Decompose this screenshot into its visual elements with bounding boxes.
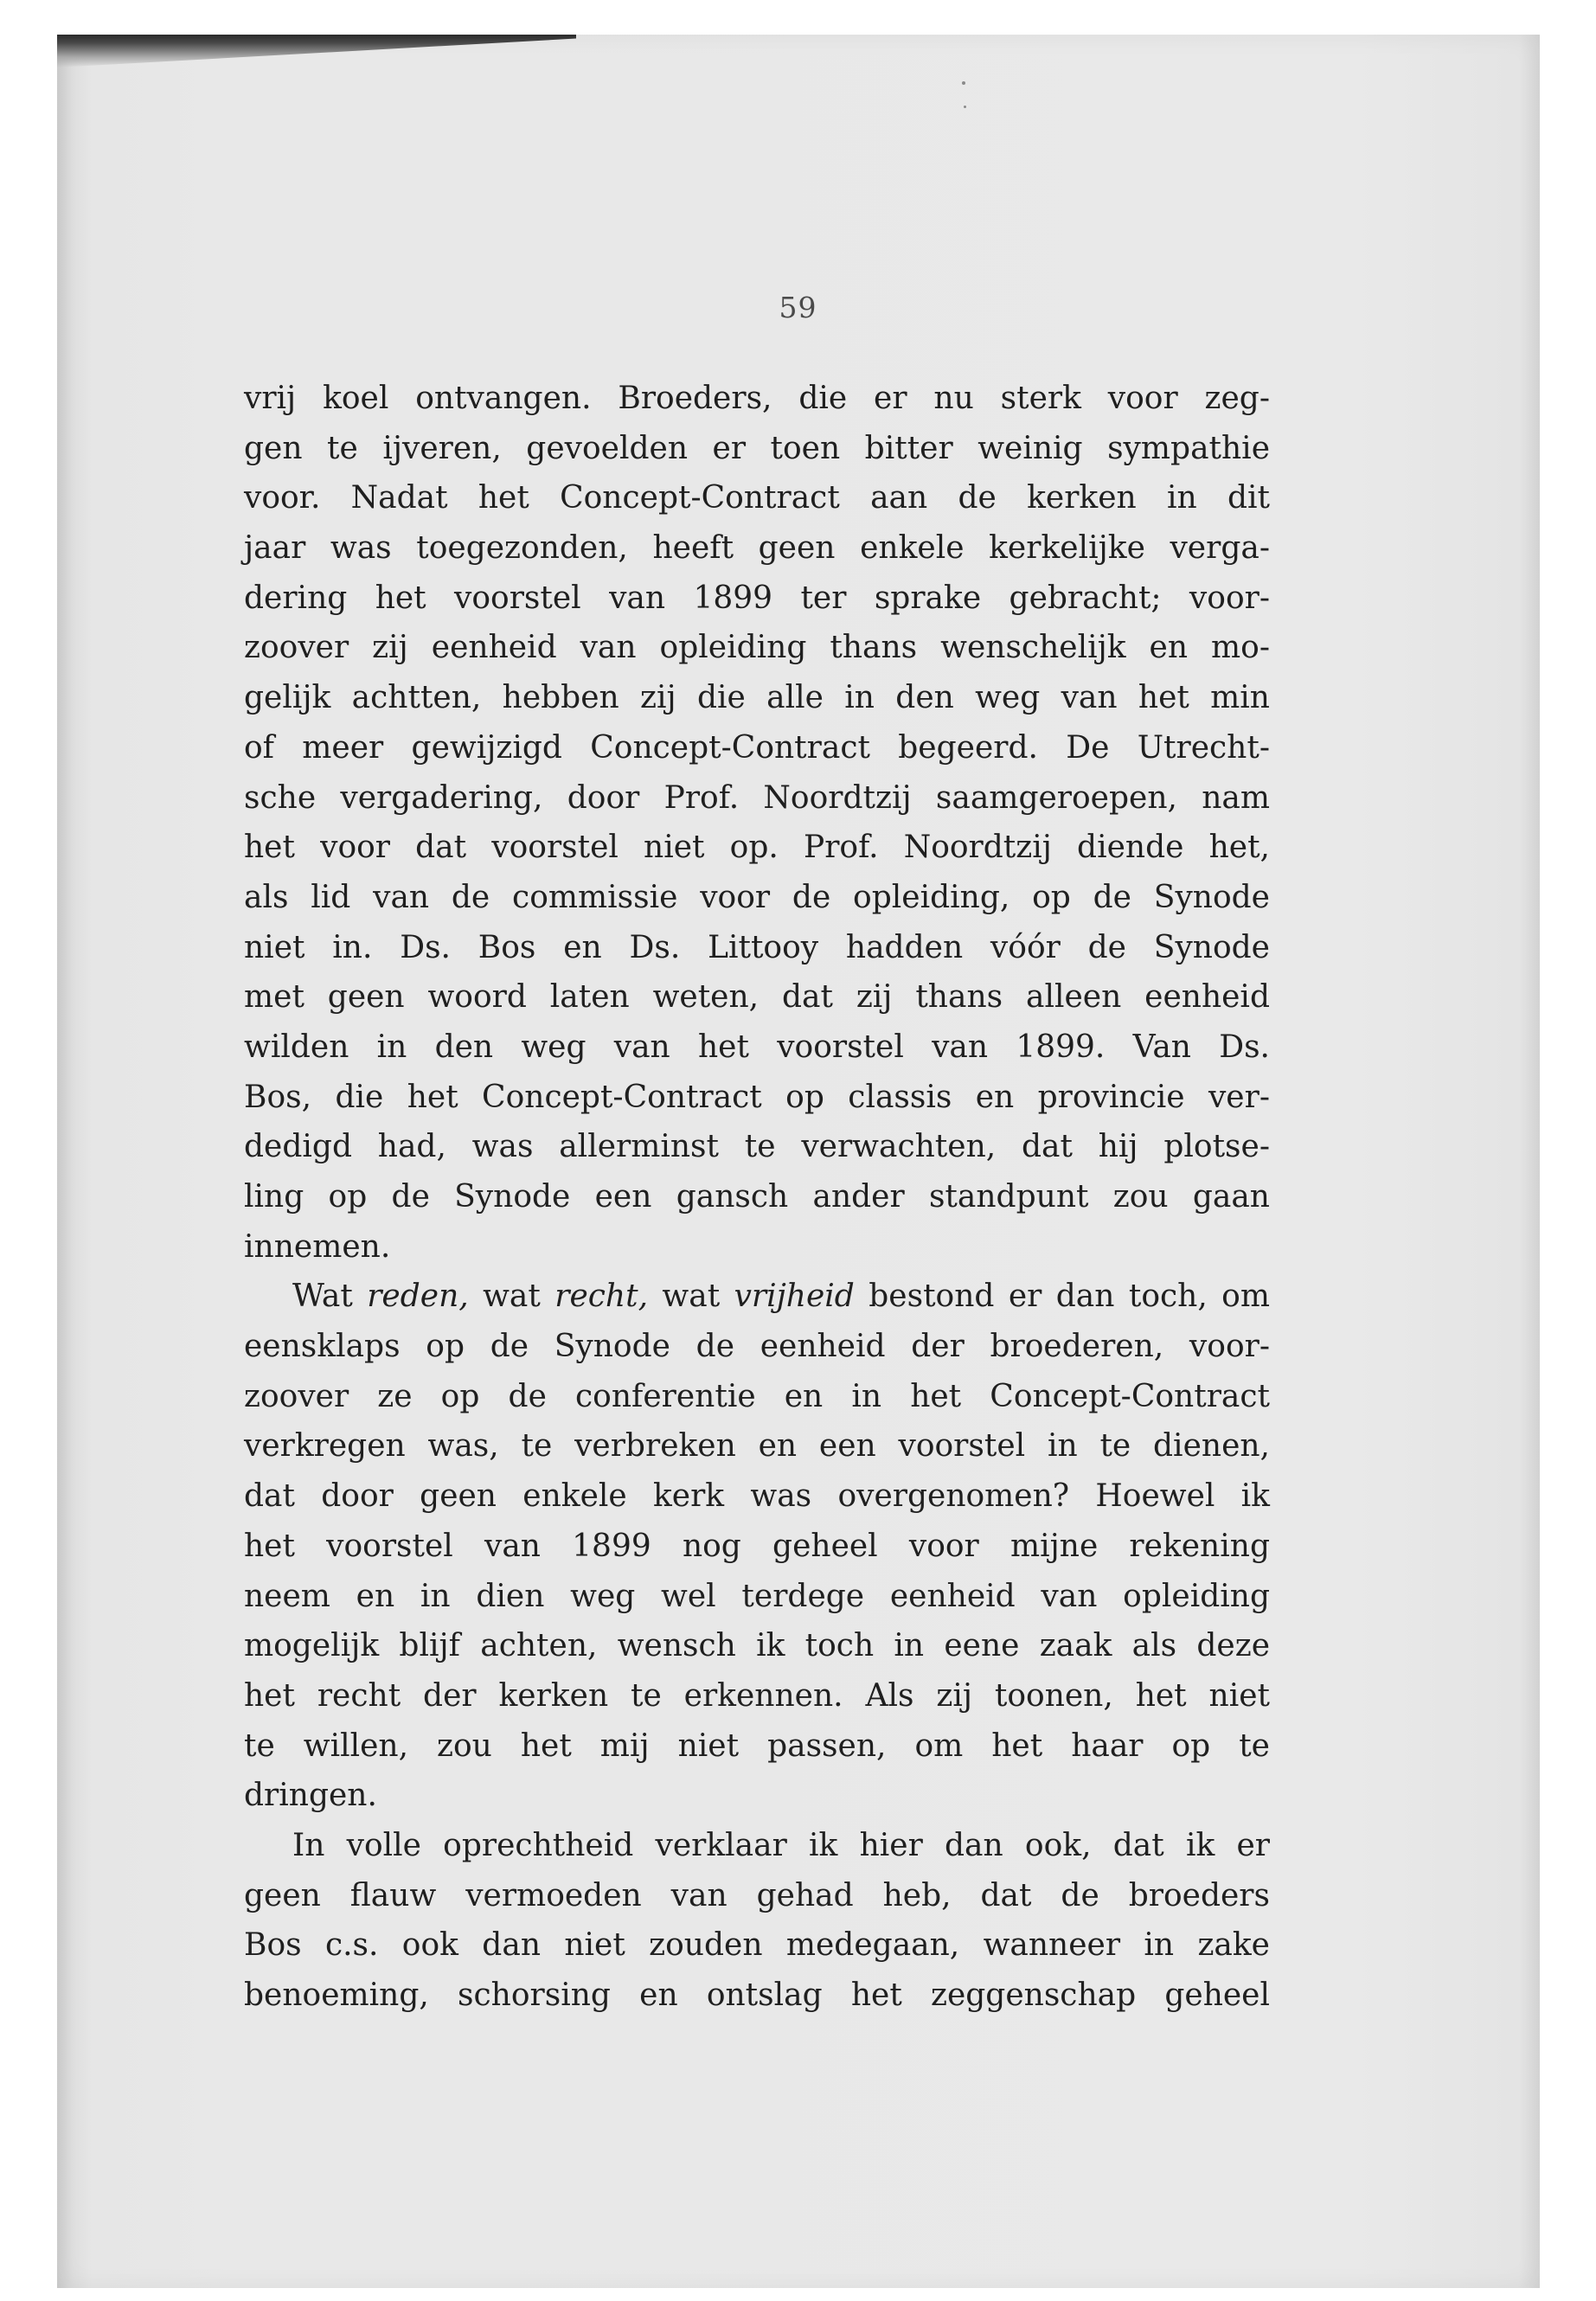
italic-word: recht, <box>554 1279 649 1315</box>
text-line: dering het voorstel van 1899 ter sprake gebracht; voor- <box>244 580 1270 616</box>
italic-word: reden, <box>367 1279 469 1315</box>
text-line: te willen, zou het mij niet passen, om het haar op te <box>244 1727 1270 1764</box>
text-line: het recht der kerken te erkennen. Als zij toonen, het niet <box>244 1677 1270 1714</box>
text-line: het voor dat voorstel niet op. Prof. Noordtzij diende het, <box>244 830 1270 866</box>
text-line: Bos, die het Concept-Contract op classis en provincie ver- <box>244 1079 1270 1115</box>
text-line: dringen. <box>244 1778 377 1814</box>
text-line: niet in. Ds. Bos en Ds. Littooy hadden vóór de Synode <box>244 929 1270 965</box>
text-run: wat <box>468 1279 555 1315</box>
text-line: gelijk achtten, hebben zij die alle in den weg van het min <box>244 680 1270 716</box>
text-line: jaar was toegezonden, heeft geen enkele kerkelijke verga- <box>244 530 1270 567</box>
text-line: of meer gewijzigd Concept-Contract begeerd. De Utrecht- <box>244 729 1270 766</box>
text-line: ling op de Synode een gansch ander standpunt zou gaan <box>244 1179 1270 1215</box>
text-line: innemen. <box>244 1228 391 1265</box>
text-line: verkregen was, te verbreken en een voorstel in te dienen, <box>244 1428 1270 1465</box>
text-line: dat door geen enkele kerk was overgenomen? Hoewel ik <box>244 1478 1270 1515</box>
text-line: benoeming, schorsing en ontslag het zeggenschap geheel <box>244 1977 1270 2013</box>
text-line: geen flauw vermoeden van gehad heb, dat de broeders <box>244 1877 1270 1913</box>
text-line: als lid van de commissie voor de opleiding, op de Synode <box>244 879 1270 915</box>
text-run: Wat <box>292 1279 368 1315</box>
text-line: het voorstel van 1899 nog geheel voor mijne rekening <box>244 1528 1270 1564</box>
text-line: vrij koel ontvangen. Broeders, die er nu sterk voor zeg- <box>244 381 1270 416</box>
text-line: sche vergadering, door Prof. Noordtzij saamgeroepen, nam <box>244 779 1270 816</box>
text-line: zoover zij eenheid van opleiding thans wenschelijk en mo- <box>244 630 1270 666</box>
text-line: wilden in den weg van het voorstel van 1899. Van Ds. <box>244 1029 1270 1065</box>
paragraph-first-line: In volle oprechtheid verklaar ik hier dan ook, dat ik er <box>292 1827 1270 1863</box>
text-run: wat <box>648 1279 734 1315</box>
italic-word: vrijheid <box>734 1279 855 1315</box>
text-line: voor. Nadat het Concept-Contract aan de kerken in dit <box>244 480 1270 516</box>
text-line: eensklaps op de Synode de eenheid der broederen, voor- <box>244 1329 1270 1365</box>
text-line: mogelijk blijf achten, wensch ik toch in eene zaak als deze <box>244 1628 1270 1664</box>
paper-speck <box>964 106 966 108</box>
paragraph-first-line <box>244 1272 1270 1322</box>
text-line: met geen woord laten weten, dat zij thans alleen eenheid <box>244 979 1270 1016</box>
text-line: neem en in dien weg wel terdege eenheid van opleiding <box>244 1578 1270 1614</box>
text-line: dedigd had, was allerminst te verwachten, dat hij plotse- <box>244 1129 1270 1165</box>
text-line: gen te ijveren, gevoelden er toen bitter weinig sympathie <box>244 430 1270 466</box>
body-text <box>244 374 1270 2021</box>
page-number: 59 <box>779 291 817 324</box>
text-line: zoover ze op de conferentie en in het Concept-Contract <box>244 1378 1270 1414</box>
text-line: Bos c.s. ook dan niet zouden medegaan, wanneer in zake <box>244 1927 1270 1964</box>
paper-speck <box>962 81 965 85</box>
text-run: bestond er dan toch, om <box>854 1279 1270 1315</box>
